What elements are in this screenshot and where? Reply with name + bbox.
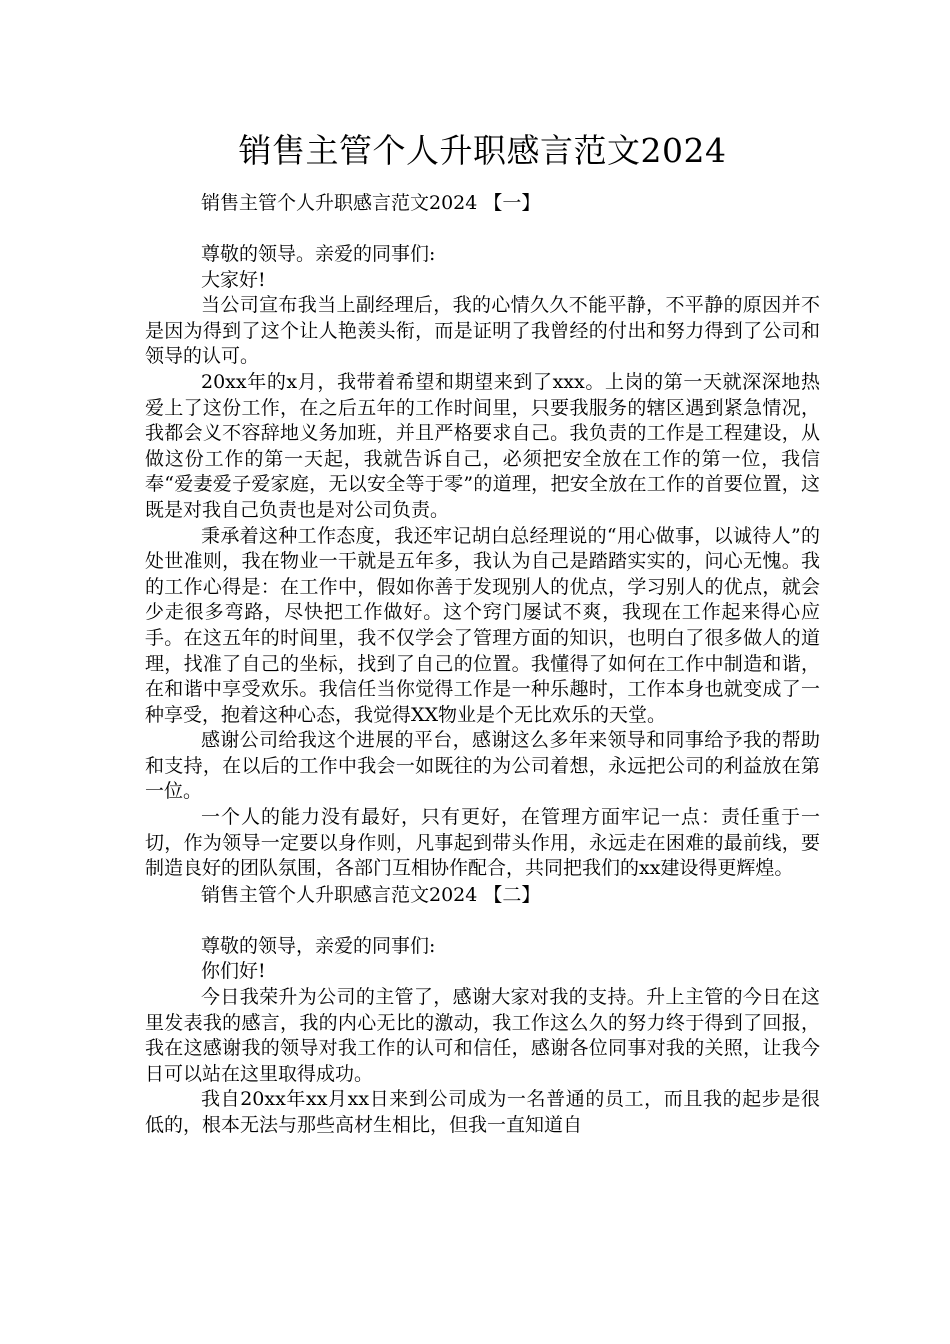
section-heading: 销售主管个人升职感言范文2024 【二】 <box>201 883 541 906</box>
paragraph: 秉承着这种工作态度，我还牢记胡白总经理说的“用心做事，以诚待人”的处世准则，我在物业一干就是五年多，我认为自己是踏踏实实的，问心无愧。我的工作心得是：在工作中，假如你善于发现别人的优点，学习别人的优点，就会少走很多弯路，尽快把工作做好。这个窍门屡试不爽，我现在工作起来得心应手。在这五年的时间里，我不仅学会了管理方面的知识，也明白了很多做人的道理，找准了自己的坐标，找到了自己的位置。我懂得了如何在工作中制造和谐，在和谐中享受欢乐。我信任当你觉得工作是一种乐趣时，工作本身也就变成了一种享受，抱着这种心态，我觉得XX物业是个无比欢乐的天堂。 <box>145 524 820 726</box>
section-two <box>145 882 820 1139</box>
document-page <box>145 128 820 1139</box>
greeting: 大家好! <box>201 268 266 291</box>
section-heading: 销售主管个人升职感言范文2024 【一】 <box>201 192 541 214</box>
salutation: 尊敬的领导。亲爱的同事们: <box>201 243 436 265</box>
paragraph: 一个人的能力没有最好，只有更好，在管理方面牢记一点：责任重于一切，作为领导一定要以身作则，凡事起到带头作用，永远走在困难的最前线，要制造良好的团队氛围，各部门互相协作配合，共同把我们的xx建设得更辉煌。 <box>145 806 820 880</box>
paragraph: 20xx年的x月，我带着希望和期望来到了xxx。上岗的第一天就深深地热爱上了这份工作，在之后五年的工作时间里，只要我服务的辖区遇到紧急情况，我都会义不容辞地义务加班，并且严格要求自己。我负责的工作是工程建设，从做这份工作的第一天起，我就告诉自己，必须把安全放在工作的第一位，我信奉“爱妻爱子爱家庭，无以安全等于零”的道理，把安全放在工作的首要位置，这既是对我自己负责也是对公司负责。 <box>145 370 820 521</box>
paragraph: 我自20xx年xx月xx日来到公司成为一名普通的员工，而且我的起步是很低的，根本无法与那些高材生相比，但我一直知道自 <box>145 1088 820 1136</box>
document-title: 销售主管个人升职感言范文2024 <box>238 131 727 170</box>
salutation: 尊敬的领导，亲爱的同事们: <box>201 934 436 957</box>
paragraph: 今日我荣升为公司的主管了，感谢大家对我的支持。升上主管的今日在这里发表我的感言，我的内心无比的激动，我工作这么久的努力终于得到了回报，我在这感谢我的领导对我工作的认可和信任，感谢各位同事对我的关照，让我今日可以站在这里取得成功。 <box>145 986 820 1085</box>
greeting: 你们好! <box>201 960 266 983</box>
section-one <box>145 190 820 882</box>
paragraph: 当公司宣布我当上副经理后，我的心情久久不能平静，不平静的原因并不是因为得到了这个让人艳羡头衔，而是证明了我曾经的付出和努力得到了公司和领导的认可。 <box>145 294 820 368</box>
paragraph: 感谢公司给我这个进展的平台，感谢这么多年来领导和同事给予我的帮助和支持，在以后的工作中我会一如既往的为公司着想，永远把公司的利益放在第一位。 <box>145 729 820 803</box>
